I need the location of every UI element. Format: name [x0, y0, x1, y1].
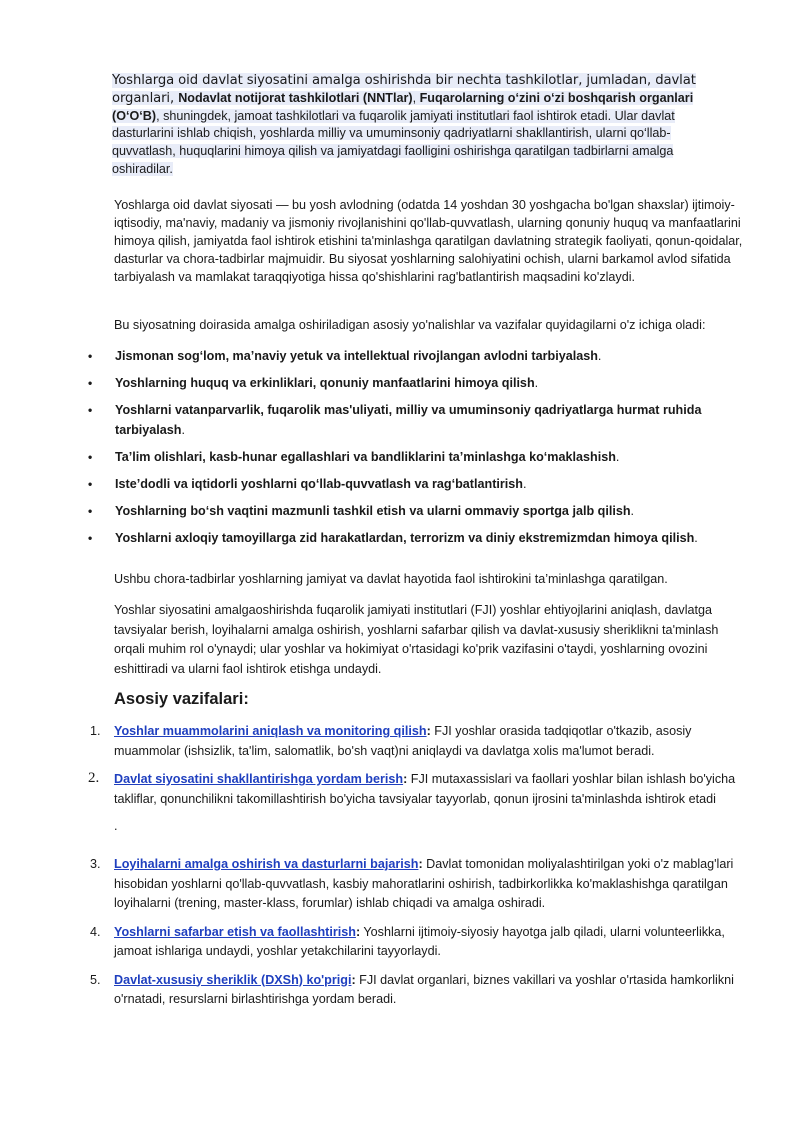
task-link-projects[interactable]: Loyihalarni amalga oshirish va dasturlarni bajarish	[114, 857, 419, 871]
list-item: • Jismonan sog‘lom, ma’naviy yetuk va intellektual rivojlangan avlodni tarbiyalash.	[0, 346, 725, 366]
task-link-mobilize[interactable]: Yoshlarni safarbar etish va faollashtirish	[114, 924, 356, 939]
list-item: • Yoshlarni axloqiy tamoyillarga zid harakatlardan, terrorizm va diniy ekstremizmdan himoya qilish.	[0, 528, 725, 548]
list-item: • Yoshlarning huquq va erkinliklari, qonuniy manfaatlarini himoya qilish.	[0, 373, 725, 393]
task-item: 1. Yoshlar muammolarini aniqlash va monitoring qilish: FJI yoshlar orasida tadqiqotlar o'tkazib, asosiy muammolar (ishsizlik, ta'lim, salomatlik, bo'sh vaqt)ni aniqlaydi va davlatga xolis ma'lumot beradi.	[90, 724, 692, 758]
task-text: FJI davlat organlari, biznes vakillari va yoshlar o'rtasida hamkorlikni o'rnatadi, resurslarni birlashtirishga yordam beradi.	[114, 972, 734, 1006]
task-link-monitoring[interactable]: Yoshlar muammolarini aniqlash va monitoring qilish	[114, 724, 427, 738]
bullet-icon: •	[88, 504, 93, 518]
intro-bold-oob: Fuqarolarning o‘zini o‘zi boshqarish organlari (O‘O‘B)	[112, 90, 694, 123]
task-number: 2.	[88, 770, 100, 786]
bullet-icon: •	[88, 477, 93, 491]
intro-paragraph	[112, 72, 712, 179]
task-link-policy[interactable]: Davlat siyosatini shakllantirishga yordam berish	[114, 772, 404, 786]
directions-intro: Bu siyosatning doirasida amalga oshiriladigan asosiy yo'nalishlar va vazifalar quyidagilarni o'z ichiga oladi:	[114, 318, 706, 332]
task-item: 4. Yoshlarni safarbar etish va faollashtirish: Yoshlarni ijtimoiy-siyosiy hayotga jalb qiladi, ularni volunteerlikka, jamoat ishlariga undaydi, yoshlar yetakchilarini tayyorlaydi.	[90, 924, 725, 958]
intro-first-line: Yoshlarga oid davlat siyosatini amalga oshirishda bir nechta tashkilotlar, jumladan, davlat	[112, 73, 696, 88]
task-item: 3. Loyihalarni amalga oshirish va dasturlarni bajarish: Davlat tomonidan moliyalashtirilgan yoki o'z mablag'lari hisobidan yoshlarni qo'llab-quvvatlash, kasbiy mahoratlarini oshirish, tadbirkorlikka ko'maklashishga qaratilgan loyihalarni (trening, master-klass, forumlar) ishlab chiqadi va amalga oshiradi.	[90, 857, 734, 910]
task-number: 5.	[90, 972, 101, 987]
task-item: 5. Davlat-xususiy sheriklik (DXSh) ko'prigi: FJI davlat organlari, biznes vakillari va yoshlar o'rtasida hamkorlikni o'rnatadi, resurslarni birlashtirishga yordam beradi.	[90, 972, 734, 1006]
task-text: FJI mutaxassislari va faollari yoshlar bilan ishlash bo'yicha takliflar, qonunchilikni takomillashtirish bo'yicha tavsiyalar tayyorlab, qonun ijrosini ta'minlashda ishtirok etadi	[114, 772, 736, 806]
intro-rest: , shuningdek, jamoat tashkilotlari va fuqarolik jamiyati institutlari faol ishtirok etadi. Ular davlat dasturlarini ishlab chiqish, yoshlarda milliy va umuminsoniy qadriyatlarni shakllantirish, ularni qo‘llab-quvvatlash, huquqlarini himoya qilish va jamiyatdagi faolligini oshirishga qaratilgan tadbirlarni amalga oshiradilar.	[112, 108, 675, 176]
bullet-icon: •	[88, 403, 93, 417]
task-text: Yoshlarni ijtimoiy-siyosiy hayotga jalb qiladi, ularni volunteerlikka, jamoat ishlariga undaydi, yoshlar yetakchilarini tayyorlaydi.	[114, 924, 725, 958]
stray-period: .	[114, 819, 118, 833]
bullet-icon: •	[88, 349, 93, 363]
task-number: 4.	[90, 924, 101, 939]
bullet-icon: •	[88, 450, 93, 464]
task-number: 1.	[90, 724, 101, 738]
bullet-icon: •	[88, 531, 93, 545]
intro-separator: ,	[412, 90, 420, 105]
list-item: • Iste’dodli va iqtidorli yoshlarni qo‘llab-quvvatlash va rag‘batlantirish.	[0, 474, 725, 494]
list-item: • Ta’lim olishlari, kasb-hunar egallashlari va bandliklarini ta’minlashga ko‘maklashish.	[0, 447, 725, 467]
intro-prefix: organlari,	[112, 90, 179, 106]
list-item: • Yoshlarning bo‘sh vaqtini mazmunli tashkil etish va ularni ommaviy sportga jalb qilish.	[0, 501, 725, 521]
bullet-icon: •	[88, 376, 93, 390]
task-item: 2. Davlat siyosatini shakllantirishga yordam berish: FJI mutaxassislari va faollari yoshlar bilan ishlash bo'yicha takliflar, qonunchilikni takomillashtirish bo'yicha tavsiyalar tayyorlab, qonun ijrosini ta'minlashda ishtirok etadi	[88, 770, 736, 806]
task-text: FJI yoshlar orasida tadqiqotlar o'tkazib, asosiy muammolar (ishsizlik, ta'lim, salomatlik, bo'sh vaqt)ni aniqlaydi va davlatga xolis ma'lumot beradi.	[114, 724, 692, 758]
tasks-list	[0, 722, 800, 1010]
task-number: 3.	[90, 857, 101, 871]
task-link-partnership[interactable]: Davlat-xususiy sheriklik (DXSh) ko'prigi	[114, 972, 352, 987]
directions-list	[0, 346, 800, 555]
measures-note: Ushbu chora-tadbirlar yoshlarning jamiyat va davlat hayotida faol ishtirokini ta’minlashga qaratilgan.	[114, 572, 668, 586]
intro-bold-nnt: Nodavlat notijorat tashkilotlari (NNTlar)	[178, 90, 413, 105]
task-text: Davlat tomonidan moliyalashtirilgan yoki o'z mablag'lari hisobidan yoshlarni qo'llab-quvvatlash, kasbiy mahoratlarini oshirish, tadbirkorlikka ko'maklashishga qaratilgan loyihalarni (trening, master-klass, forumlar) ishlab chiqadi va amalga oshiradi.	[114, 857, 734, 910]
definition-paragraph: Yoshlarga oid davlat siyosati — bu yosh avlodning (odatda 14 yoshdan 30 yoshgacha bo'lgan shaxslar) ijtimoiy-iqtisodiy, ma'naviy, madaniy va jismoniy rivojlanishini qo'llab-quvvatlash, ularning qonuniy huquq va manfaatlarini himoya qilish, jamiyatda faol ishtirok etishini ta'minlashga qaratilgan davlatning strategik faoliyati, qonun-qoidalar, dasturlar va chora-tadbirlar majmuidir. Bu siyosat yoshlarning salohiyatini ochish, ularni barkamol avlod sifatida tarbiyalash va mamlakat taraqqiyotiga hissa qo'shishlarini rag'batlantirish maqsadini ko'zlaydi.	[114, 198, 743, 284]
tasks-heading: Asosiy vazifalari:	[114, 690, 249, 708]
list-item: • Yoshlarni vatanparvarlik, fuqarolik mas'uliyati, milliy va umuminsoniy qadriyatlarga hurmat ruhida tarbiyalash.	[0, 400, 725, 440]
fji-role-paragraph: Yoshlar siyosatini amalgaoshirishda fuqarolik jamiyati institutlari (FJI) yoshlar ehtiyojlarini aniqlash, davlatga tavsiyalar berish, loyihalarni amalga oshirish, yoshlarni safarbar qilish va davlat-xususiy sheriklikni ta'minlash orqali muhim rol o'ynaydi; ular yoshlar va hokimiyat o'rtasidagi ko'prik vazifasini o'taydi, yoshlarning ovozini eshittiradi va ularni faol ishtirok etishga undaydi.	[114, 603, 719, 676]
